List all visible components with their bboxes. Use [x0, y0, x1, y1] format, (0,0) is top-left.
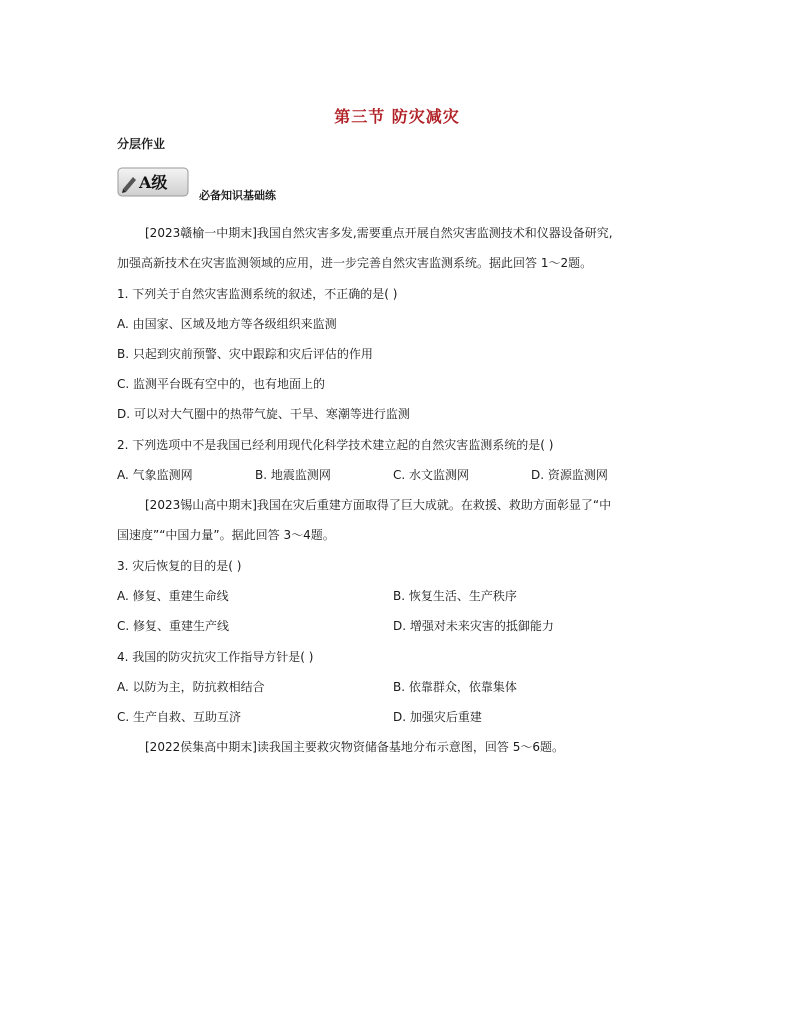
q3-option-c: C. 修复、重建生产线	[117, 619, 230, 633]
stem1-line1: [2023赣榆一中期末]我国自然灾害多发,需要重点开展自然灾害监测技术和仪器设备研究,	[145, 226, 613, 240]
q3-option-d: D. 增强对未来灾害的抵御能力	[393, 619, 554, 633]
q1-option-a: A. 由国家、区域及地方等各级组织来监测	[117, 317, 337, 331]
q2-option-b: B. 地震监测网	[255, 468, 331, 482]
q1-stem: 1. 下列关于自然灾害监测系统的叙述，不正确的是( )	[117, 287, 398, 301]
q1-option-d: D. 可以对大气圈中的热带气旋、干旱、寒潮等进行监测	[117, 407, 410, 421]
level-name: 必备知识基础练	[199, 189, 276, 202]
q2-stem: 2. 下列选项中不是我国已经利用现代化科学技术建立起的自然灾害监测系统的是( )	[117, 438, 554, 452]
page-title: 第三节 防灾减灾	[334, 107, 460, 126]
q2-option-c: C. 水文监测网	[393, 468, 470, 482]
q2-option-a: A. 气象监测网	[117, 468, 193, 482]
q4-option-c: C. 生产自救、互助互济	[117, 710, 242, 724]
q2-option-d: D. 资源监测网	[531, 468, 608, 482]
level-badge-text: A级	[139, 173, 168, 192]
stem2-line1: [2023锡山高中期末]我国在灾后重建方面取得了巨大成就。在救援、救助方面彰显了“中	[145, 498, 612, 512]
q4-option-d: D. 加强灾后重建	[393, 710, 482, 724]
stem2-line2: 国速度”“中国力量”。据此回答 3～4题。	[117, 528, 335, 542]
level-badge-graphic	[117, 167, 189, 197]
q3-option-b: B. 恢复生活、生产秩序	[393, 589, 517, 603]
level-badge	[117, 167, 189, 197]
q1-option-c: C. 监测平台既有空中的，也有地面上的	[117, 377, 326, 391]
q3-stem: 3. 灾后恢复的目的是( )	[117, 559, 242, 573]
stem1-line2: 加强高新技术在灾害监测领域的应用，进一步完善自然灾害监测系统。据此回答 1～2题。	[117, 256, 593, 270]
q1-option-b: B. 只起到灾前预警、灾中跟踪和灾后评估的作用	[117, 347, 373, 361]
q4-option-a: A. 以防为主，防抗救相结合	[117, 680, 265, 694]
section-label: 分层作业	[117, 137, 166, 151]
q3-option-a: A. 修复、重建生命线	[117, 589, 229, 603]
q4-stem: 4. 我国的防灾抗灾工作指导方针是( )	[117, 650, 314, 664]
q4-option-b: B. 依靠群众，依靠集体	[393, 680, 517, 694]
stem3-line1: [2022侯集高中期末]读我国主要救灾物资储备基地分布示意图，回答 5～6题。	[145, 740, 564, 754]
